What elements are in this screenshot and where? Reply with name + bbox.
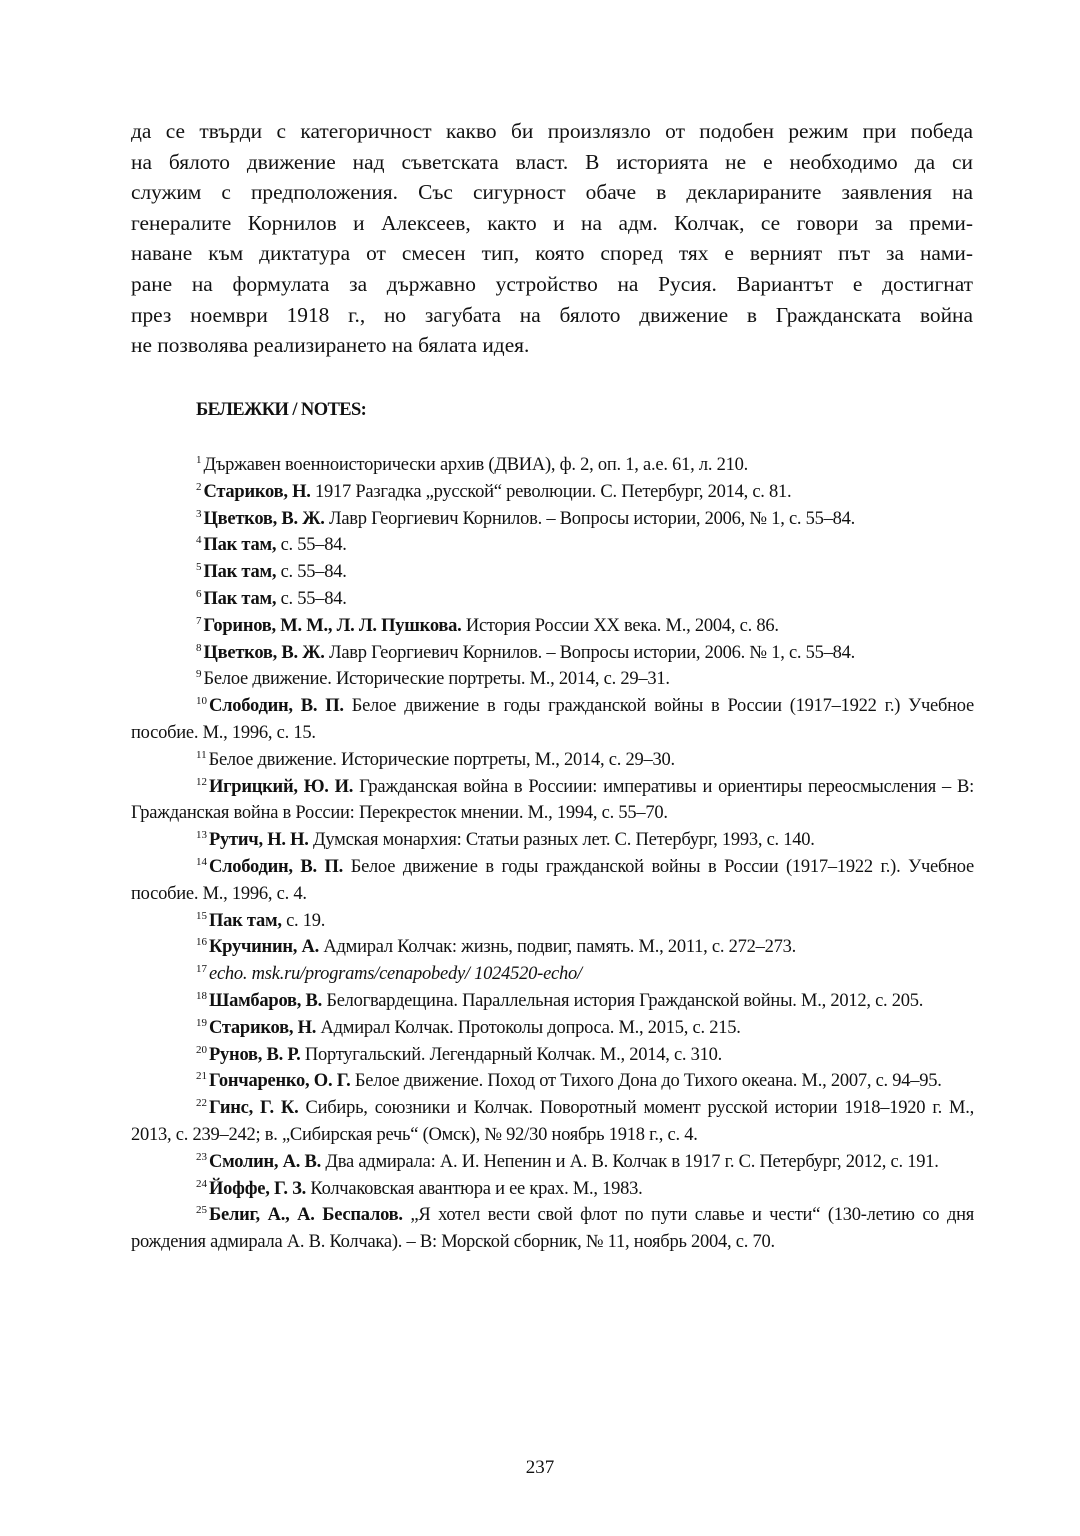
footnote-number: 8 <box>196 641 202 654</box>
paragraph-line: ране на формулата за държавно устройство на Русия. Вариантът е достигнат <box>131 271 973 296</box>
footnote-author: Пак там, <box>209 910 282 931</box>
footnote-text: Колчаковская авантюра и ее крах. М., 1983. <box>306 1178 643 1199</box>
paragraph-line: наване към диктатура от смесен тип, която според тях е верният път за нами- <box>131 241 973 266</box>
footnote <box>131 827 974 854</box>
paragraph-line: генералите Корнилов и Алексеев, както и на адм. Колчак, се говори за преми- <box>131 210 973 235</box>
footnote-number: 2 <box>196 480 202 493</box>
paragraph-line: служим с предположения. Със сигурност обаче в декларираните заявления на <box>131 180 973 205</box>
footnote <box>131 961 974 988</box>
page-number: 237 <box>525 1457 555 1478</box>
notes-heading: БЕЛЕЖКИ / NOTES: <box>196 400 367 420</box>
paragraph-line: не позволява реализирането на бялата идея. <box>131 333 530 358</box>
footnote-number: 23 <box>196 1150 207 1163</box>
footnote <box>131 774 974 828</box>
footnote <box>131 666 974 693</box>
footnote-author: Цветков, В. Ж. <box>203 508 325 529</box>
footnote <box>131 613 974 640</box>
footnote-text: Сибирь, союзники и Колчак. Поворотный момент русской истории 1918–1920 г. М., 2013, с. 239–242; в. „Сибирская речь“ (Омск), № 92/30 ноябрь 1918 г., с. 4. <box>131 1098 974 1145</box>
footnote <box>131 559 974 586</box>
body-paragraph <box>131 116 973 361</box>
footnote-author: Белиг, А., А. Беспалов. <box>209 1205 403 1226</box>
footnote-author: Стариков, Н. <box>209 1017 317 1038</box>
footnote-number: 5 <box>196 561 202 574</box>
footnote-author: Рунов, В. Р. <box>209 1044 301 1065</box>
footnote-text: Два адмирала: А. И. Непенин и А. В. Колчак в 1917 г. С. Петербург, 2012, с. 191. <box>321 1151 939 1172</box>
footnote-text: Португальский. Легендарный Колчак. М., 2014, с. 310. <box>300 1044 723 1065</box>
footnote-text: с. 55–84. <box>276 535 347 556</box>
footnote-number: 3 <box>196 507 202 520</box>
footnote-url: echo. msk.ru/programs/cenapobedy/ 1024520-echo/ <box>209 964 582 985</box>
footnote-number: 1 <box>196 454 202 466</box>
footnote-author: Слободин, В. П. <box>209 696 344 717</box>
footnote-author: Пак там, <box>203 562 277 583</box>
footnote-text: Белогвардещина. Параллельная история Гражданской войны. М., 2012, с. 205. <box>321 990 924 1011</box>
footnote-author: Пак там, <box>203 588 277 609</box>
footnote <box>131 747 974 774</box>
footnote <box>131 854 974 908</box>
footnote <box>131 1068 974 1095</box>
footnote-text: с. 19. <box>281 910 326 931</box>
footnote <box>131 452 974 479</box>
footnote <box>131 479 974 506</box>
footnote <box>131 1042 974 1069</box>
footnote-author: Игрицкий, Ю. И. <box>209 776 354 797</box>
footnote <box>131 908 974 935</box>
notes-list <box>131 452 974 1256</box>
footnote-number: 17 <box>196 963 207 976</box>
footnote-number: 19 <box>196 1016 207 1029</box>
footnote-author: Смолин, А. В. <box>209 1151 321 1172</box>
footnote-text: Адмирал Колчак. Протоколы допроса. М., 2015, с. 215. <box>316 1017 741 1038</box>
footnote <box>131 934 974 961</box>
footnote <box>131 640 974 667</box>
footnote-text: Белое движение в годы гражданской войны в России (1917–1922 г.). Учебное пособие. М., 1996, с. 4. <box>131 856 974 904</box>
footnote <box>131 1176 974 1203</box>
footnote-number: 24 <box>196 1177 207 1190</box>
footnote-number: 9 <box>196 668 202 681</box>
footnote-author: Слободин, В. П. <box>209 856 344 877</box>
footnote-text: с. 55–84. <box>276 562 347 583</box>
footnote <box>131 1095 974 1149</box>
footnote-author: Стариков, Н. <box>203 481 311 502</box>
footnote-text: Белое движение в годы гражданской войны в России (1917–1922 г.) Учебное пособие. М., 1996, с. 15. <box>131 696 974 743</box>
footnote-text: Белое движение. Исторические портреты, М., 2014, с. 29–30. <box>208 749 675 770</box>
footnote <box>131 1015 974 1042</box>
paragraph-line: през ноември 1918 г., но загубата на бялото движение в Гражданската война <box>131 302 973 327</box>
footnote-number: 20 <box>196 1043 207 1056</box>
footnote-text: Думская монархия: Статьи разных лет. С. Петербург, 1993, с. 140. <box>308 830 815 851</box>
footnote <box>131 532 974 559</box>
footnote <box>131 1149 974 1176</box>
footnote-number: 4 <box>196 534 202 547</box>
footnote <box>131 586 974 613</box>
footnote-number: 16 <box>196 936 207 949</box>
footnote-text: Лавр Георгиевич Корнилов. – Вопросы истории, 2006. № 1, с. 55–84. <box>324 642 856 663</box>
footnote-author: Рутич, Н. Н. <box>209 830 309 851</box>
footnote-number: 18 <box>196 989 207 1002</box>
footnote-author: Горинов, М. М., Л. Л. Пушкова. <box>203 615 462 636</box>
footnote-number: 11 <box>196 748 207 761</box>
footnote-number: 14 <box>196 855 207 868</box>
footnote-number: 13 <box>196 829 207 842</box>
paragraph-line: на бялото движение над съветската власт. В историята не е необходимо да си <box>131 149 973 174</box>
footnote-author: Гинс, Г. К. <box>209 1098 299 1119</box>
footnote-text: Държавен военноисторически архив (ДВИА), ф. 2, оп. 1, а.е. 61, л. 210. <box>203 455 748 475</box>
footnote <box>131 988 974 1015</box>
footnote-number: 21 <box>196 1070 207 1083</box>
footnote-text: Адмирал Колчак: жизнь, подвиг, память. М., 2011, с. 272–273. <box>319 937 796 958</box>
footnote-text: „Я хотел вести свой флот по пути славье и чести“ (130-летию со дня рождения адмирала А. В. Колчака). – В: Морской сборник, № 11, ноябрь 2004, с. 70. <box>131 1205 975 1253</box>
footnote <box>131 1202 974 1256</box>
footnote-number: 25 <box>196 1204 207 1217</box>
footnote-text: 1917 Разгадка „русской“ революции. С. Петербург, 2014, с. 81. <box>310 481 792 502</box>
footnote-number: 7 <box>196 614 202 627</box>
footnote <box>131 693 974 747</box>
footnote-text: Белое движение. Поход от Тихого Дона до Тихого океана. М., 2007, с. 94–95. <box>350 1071 942 1092</box>
footnote-author: Цветков, В. Ж. <box>203 642 325 663</box>
footnote-text: Гражданская война в Россиии: императивы и ориентиры переосмысления – В: Гражданская война в России: Перекресток мнении. М., 1994, с. 55–70. <box>131 776 974 824</box>
footnote-author: Шамбаров, В. <box>209 990 322 1011</box>
footnote-author: Пак там, <box>203 535 277 556</box>
footnote <box>131 506 974 533</box>
footnote-text: Лавр Георгиевич Корнилов. – Вопросы истории, 2006, № 1, с. 55–84. <box>324 508 856 529</box>
footnote-number: 10 <box>196 695 207 708</box>
footnote-author: Гончаренко, О. Г. <box>209 1071 351 1092</box>
footnote-number: 22 <box>196 1097 207 1110</box>
footnote-number: 12 <box>196 775 207 788</box>
footnote-text: История России ХХ века. М., 2004, с. 86. <box>461 615 779 636</box>
paragraph-line: да се твърди с категоричност какво би произлязло от подобен режим при победа <box>131 119 973 143</box>
footnote-text: Белое движение. Исторические портреты. М., 2014, с. 29–31. <box>203 669 670 690</box>
footnote-number: 15 <box>196 909 207 922</box>
footnote-text: с. 55–84. <box>276 588 347 609</box>
footnote-author: Кручинин, А. <box>209 937 320 958</box>
footnote-number: 6 <box>196 587 202 600</box>
footnote-author: Йоффе, Г. З. <box>209 1178 307 1199</box>
